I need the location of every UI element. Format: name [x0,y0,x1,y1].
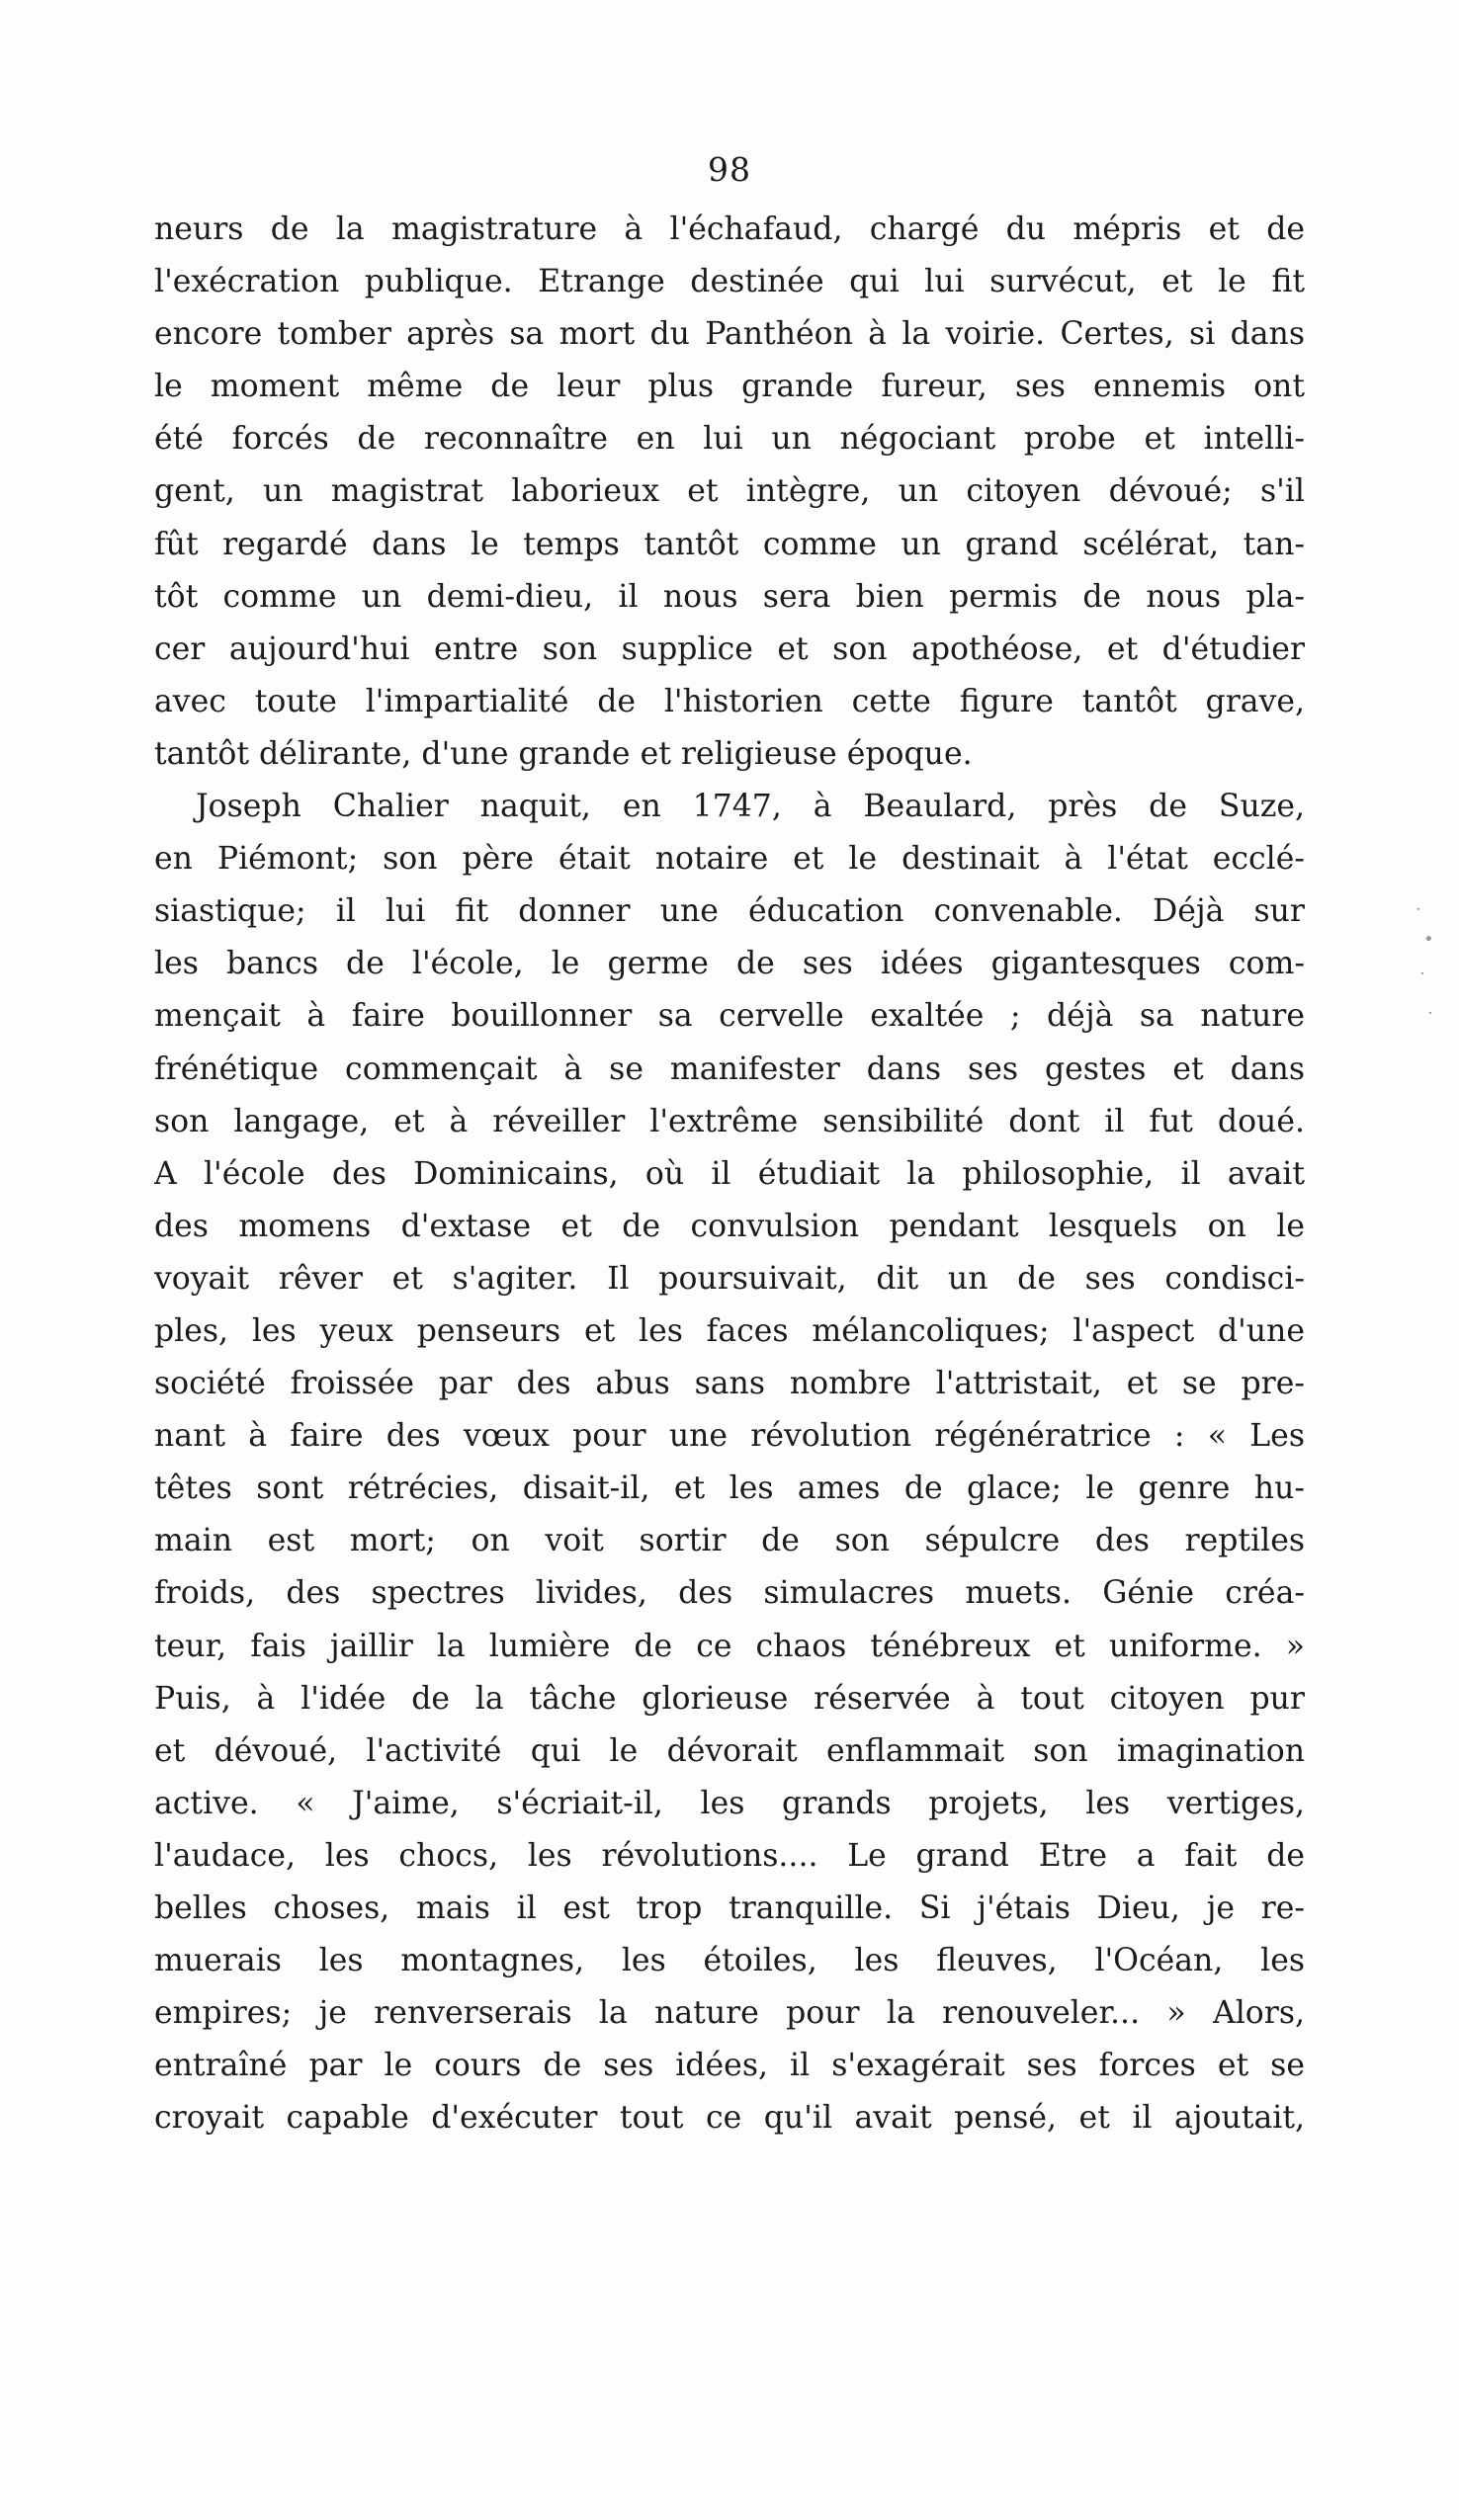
text-line: neurs de la magistrature à l'échafaud, chargé du mépris et de [154,211,1305,247]
text-line: main est mort; on voit sortir de son sépulcre des reptiles [154,1523,1305,1559]
text-line: Puis, à l'idée de la tâche glorieuse réservée à tout citoyen pur [154,1680,1305,1717]
text-line: tôt comme un demi-dieu, il nous sera bien permis de nous pla- [154,578,1305,615]
text-line: encore tomber après sa mort du Panthéon à la voirie. Certes, si dans [154,316,1305,353]
text-line: société froissée par des abus sans nombre l'attristait, et se pre- [154,1366,1305,1402]
text-line: teur, fais jaillir la lumière de ce chaos ténébreux et uniforme. » [154,1628,1305,1664]
scan-speck: · [1419,964,1425,984]
text-line: ples, les yeux penseurs et les faces mélancoliques; l'aspect d'une [154,1312,1305,1349]
text-line: des momens d'extase et de convulsion pendant lesquels on le [154,1208,1305,1244]
body-text [154,204,1305,2144]
text-line: en Piémont; son père était notaire et le destinait à l'état ecclé- [154,841,1305,878]
text-line: été forcés de reconnaître en lui un négociant probe et intelli- [154,421,1305,458]
text-line: active. « J'aime, s'écriait-il, les grands projets, les vertiges, [154,1785,1305,1821]
text-line: cer aujourd'hui entre son supplice et son apothéose, et d'étudier [154,630,1305,667]
text-line: fût regardé dans le temps tantôt comme un grand scélérat, tan- [154,526,1305,562]
text-line: froids, des spectres livides, des simulacres muets. Génie créa- [154,1575,1305,1612]
text-line: muerais les montagnes, les étoiles, les fleuves, l'Océan, les [154,1943,1305,1979]
text-line: gent, un magistrat laborieux et intègre, un citoyen dévoué; s'il [154,473,1305,510]
text-line: belles choses, mais il est trop tranquille. Si j'étais Dieu, je re- [154,1890,1305,1926]
scan-speck: · [1427,1003,1433,1024]
text-line: croyait capable d'exécuter tout ce qu'il avait pensé, et il ajoutait, [154,2100,1305,2137]
text-line: l'audace, les chocs, les révolutions.... Le grand Etre a fait de [154,1837,1305,1874]
text-line: le moment même de leur plus grande fureur, ses ennemis ont [154,369,1305,405]
text-line: avec toute l'impartialité de l'historien cette figure tantôt grave, [154,683,1305,719]
text-line: tantôt délirante, d'une grande et religieuse époque. [154,735,973,772]
text-line: mençait à faire bouillonner sa cervelle exaltée ; déjà sa nature [154,998,1305,1035]
scan-speck: · [1416,899,1421,920]
text-line: et dévoué, l'activité qui le dévorait enflammait son imagination [154,1732,1305,1769]
text-line: Joseph Chalier naquit, en 1747, à Beaulard, près de Suze, [196,789,1305,825]
text-line: l'exécration publique. Etrange destinée qui lui survécut, et le fit [154,264,1305,300]
text-line: empires; je renverserais la nature pour la renouveler... » Alors, [154,1995,1305,2032]
text-line: A l'école des Dominicains, où il étudiait la philosophie, il avait [154,1155,1305,1192]
text-line: nant à faire des vœux pour une révolution régénératrice : « Les [154,1418,1305,1455]
text-line: voyait rêver et s'agiter. Il poursuivait, dit un de ses condisci- [154,1260,1305,1297]
scan-speck: • [1423,929,1434,950]
text-line: frénétique commençait à se manifester dans ses gestes et dans [154,1050,1305,1087]
page-number: 98 [708,150,751,189]
text-line: son langage, et à réveiller l'extrême sensibilité dont il fut doué. [154,1103,1305,1139]
text-line: siastique; il lui fit donner une éducation convenable. Déjà sur [154,893,1305,930]
text-line: têtes sont rétrécies, disait-il, et les ames de glace; le genre hu- [154,1470,1305,1507]
text-line: les bancs de l'école, le germe de ses idées gigantesques com- [154,946,1305,982]
text-line: entraîné par le cours de ses idées, il s'exagérait ses forces et se [154,2048,1305,2084]
